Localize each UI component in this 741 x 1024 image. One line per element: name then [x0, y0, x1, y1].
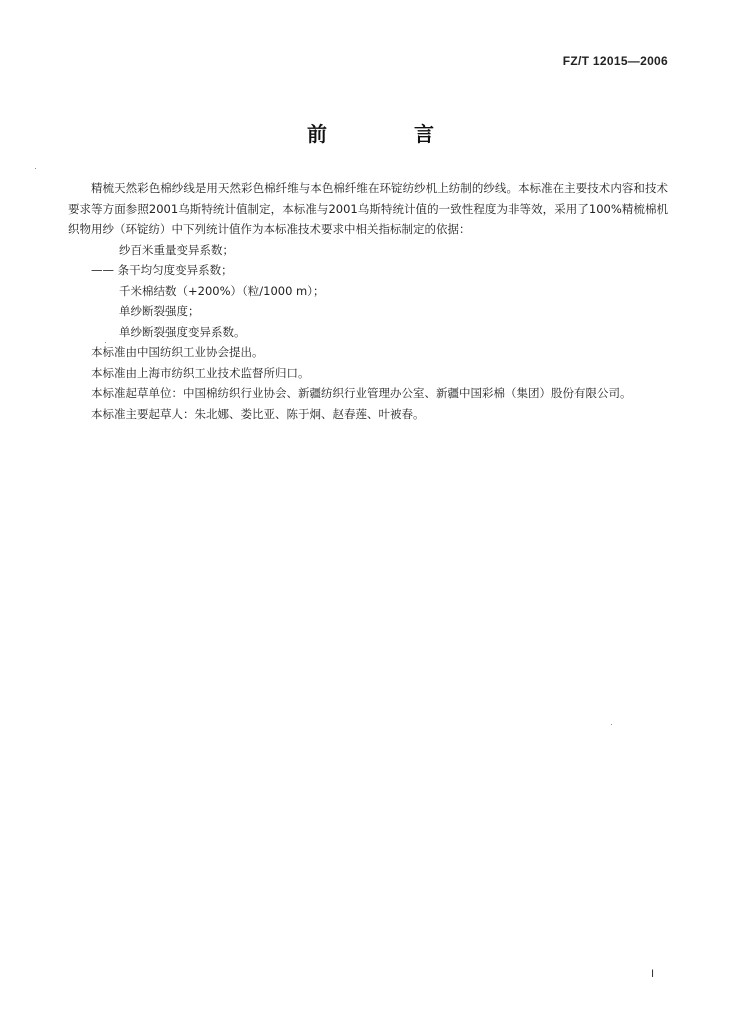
proposer-paragraph: 本标准由中国纺织工业协会提出。 [91, 345, 264, 359]
page-number: I [651, 968, 655, 980]
list-item: 千米棉结数（+200%）（粒/1000 m）； [119, 283, 325, 298]
list-item: 单纱断裂强度； [119, 304, 200, 318]
intro-paragraph: 精梳天然彩色棉纱线是用天然彩色棉纤维与本色棉纤维在环锭纺纱机上纺制的纱线。本标准在主要技术内容和技术要求等方面参照2001乌斯特统计值制定，本标准与2001乌斯特统计值的一致性程度为非等效，采用了100%精梳棉机织物用纱（环锭纺）中下列统计值作为本标准技术要求中相关指标制定的依据： [68, 181, 668, 236]
list-item: 纱百米重量变异系数； [119, 242, 234, 257]
scan-speck [105, 342, 106, 343]
list-item: —— 条干均匀度变异系数； [91, 263, 233, 277]
scan-speck [35, 168, 36, 169]
standard-number: FZ/T 12015—2006 [562, 54, 668, 68]
scan-speck [611, 724, 612, 725]
drafters-paragraph: 本标准主要起草人：朱北娜、娄比亚、陈于炯、赵春莲、叶被春。 [91, 406, 425, 421]
administrator-paragraph: 本标准由上海市纺织工业技术监督所归口。 [91, 365, 310, 380]
foreword-body [68, 178, 668, 424]
drafting-units-paragraph: 本标准起草单位：中国棉纺织行业协会、新疆纺织行业管理办公室、新疆中国彩棉（集团）股份有限公司。 [91, 386, 632, 400]
list-item: 单纱断裂强度变异系数。 [119, 324, 246, 339]
page-title: 前 言 [307, 122, 474, 146]
